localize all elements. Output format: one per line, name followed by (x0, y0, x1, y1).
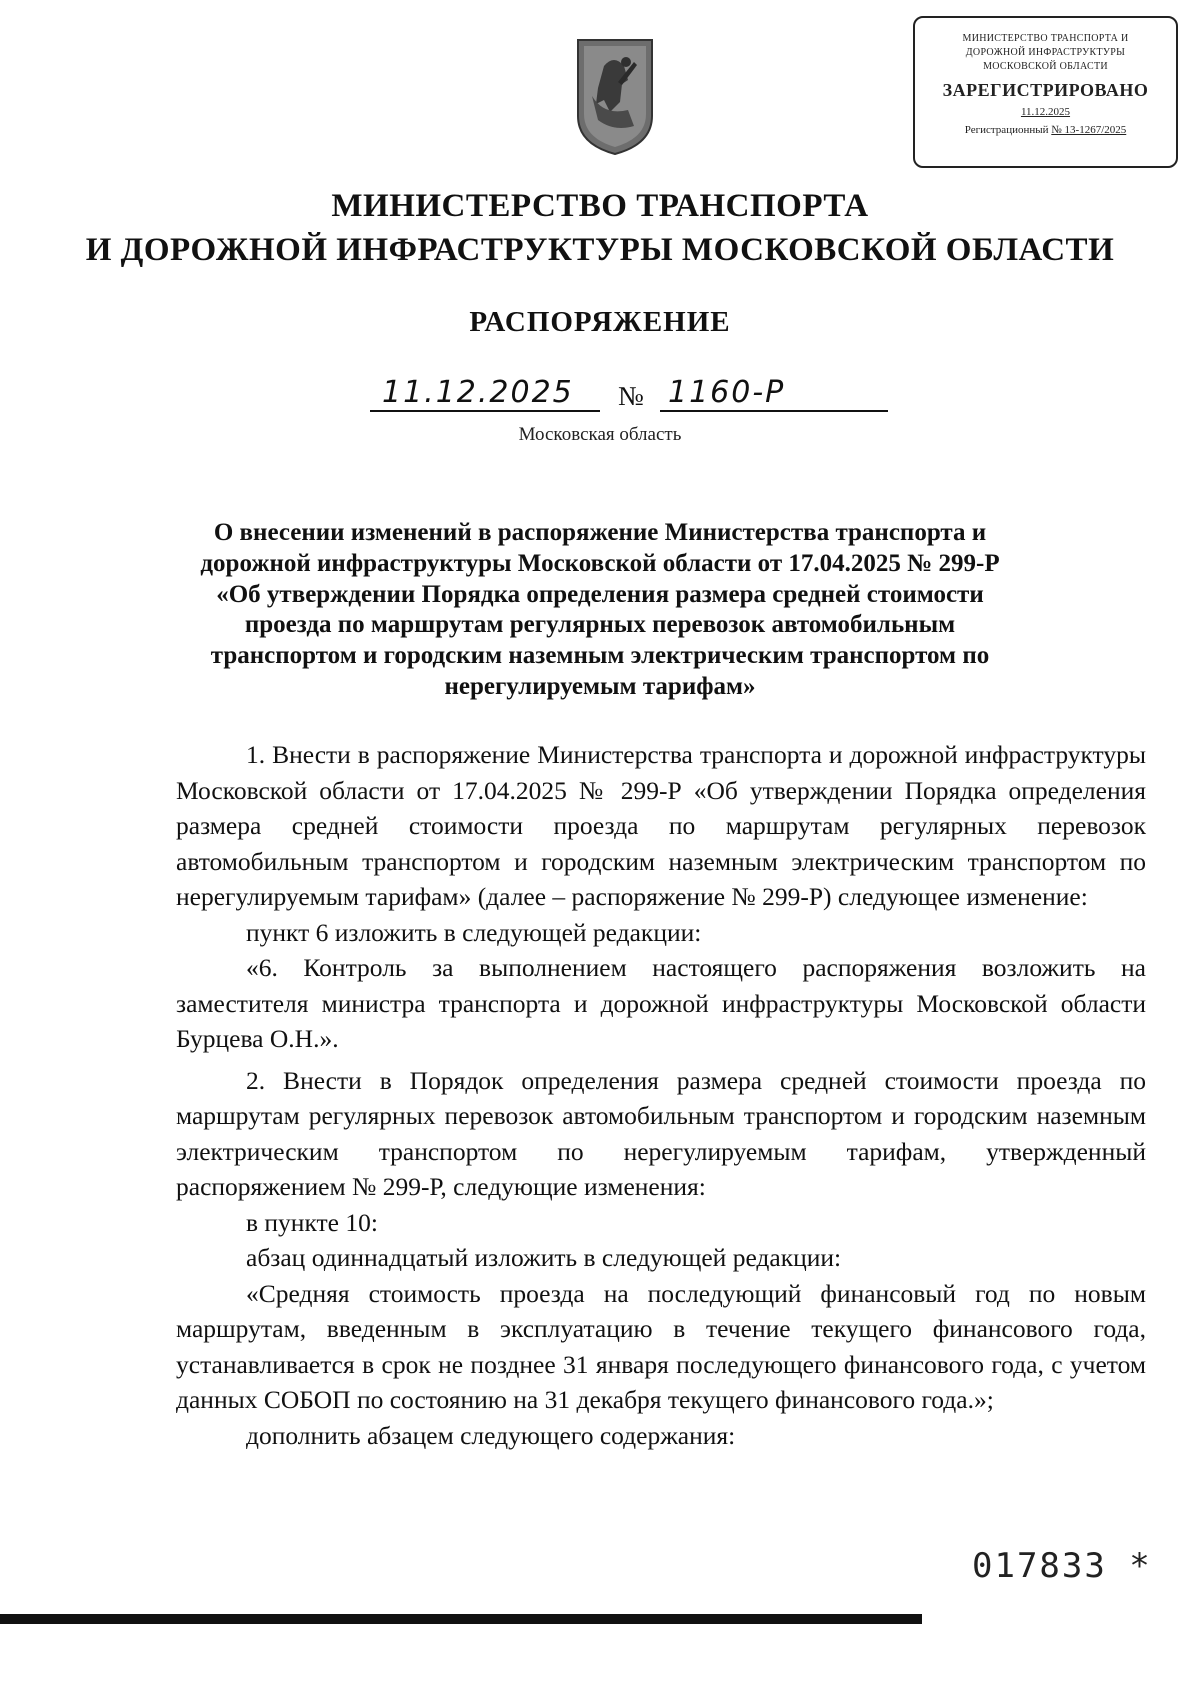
document-type: РАСПОРЯЖЕНИЕ (469, 306, 731, 338)
paragraph-4: 2. Внести в Порядок определения размера средней стоимости проезда по маршрутам регулярных перевозок автомобильным транспортом и городским наземным электрическим транспортом по нерегулируемым тарифам, утвержденный распоряжением № 299-Р, следующие изменения: (176, 1065, 1146, 1201)
stamp-reg-number: № 13-1267/2025 (1051, 124, 1127, 136)
ministry-name-line-2: И ДОРОЖНОЙ ИНФРАСТРУКТУРЫ МОСКОВСКОЙ ОБЛАСТИ (85, 232, 1115, 268)
ministry-name-line-1: МИНИСТЕРСТВО ТРАНСПОРТА (331, 188, 869, 224)
stamp-org-line-2: ДОРОЖНОЙ ИНФРАСТРУКТУРЫ (965, 47, 1126, 58)
document-body (176, 737, 1146, 1453)
paragraph-5: в пункте 10: (246, 1207, 378, 1237)
subject-line-5: транспортом и городским наземным электрическим транспортом по (210, 642, 990, 670)
date-number-row (370, 376, 890, 420)
subject-line-1: О внесении изменений в распоряжение Министерства транспорта и (213, 519, 987, 546)
number-sign: № (618, 381, 644, 411)
stamp-status: ЗАРЕГИСТРИРОВАНО (942, 80, 1149, 100)
subject-line-4: проезда по маршрутам регулярных перевозок автомобильным (244, 611, 956, 639)
coat-of-arms-icon (574, 36, 656, 158)
stamp-date: 11.12.2025 (1020, 106, 1071, 118)
stamp-org-line-3: МОСКОВСКОЙ ОБЛАСТИ (983, 61, 1108, 72)
subject-line-2: дорожной инфраструктуры Московской области от 17.04.2025 № 299-Р (200, 549, 1000, 577)
subject-line-6: нерегулируемым тарифам» (444, 672, 756, 700)
handwritten-date: 11.12.2025 (382, 375, 574, 410)
scan-edge-divider (0, 1614, 922, 1624)
place-of-issue: Московская область (518, 424, 682, 445)
stamp-organization (915, 32, 1176, 74)
paragraph-7: «Средняя стоимость проезда на последующий финансовый год по новым маршрутам, введенным в эксплуатацию в течение текущего финансового года, устанавливается в срок не позднее 31 января последующего финансового года, с учетом данных СОБОП по состоянию на 31 декабря текущего финансового года.»; (176, 1278, 1146, 1414)
subject-line-3: «Об утверждении Порядка определения размера средней стоимости (216, 580, 984, 608)
handwritten-number: 1160-Р (668, 375, 786, 410)
stamp-reg-label: Регистрационный (964, 124, 1049, 136)
paragraph-6: абзац одиннадцатый изложить в следующей редакции: (246, 1243, 842, 1272)
paragraph-1: 1. Внести в распоряжение Министерства транспорта и дорожной инфраструктуры Московской области от 17.04.2025 № 299-Р «Об утверждении Порядка определения размера средней стоимости проезда по маршрутам регулярных перевозок автомобильным транспортом и городским наземным электрическим транспортом по нерегулируемым тарифам» (далее – распоряжение № 299-Р) следующее изменение: (176, 740, 1146, 911)
document-serial-number: 017833 * (972, 1546, 1152, 1586)
paragraph-2: пункт 6 изложить в следующей редакции: (246, 917, 702, 947)
stamp-org-line-1: МИНИСТЕРСТВО ТРАНСПОРТА И (962, 33, 1129, 44)
paragraph-8: дополнить абзацем следующего содержания: (246, 1420, 736, 1450)
registration-stamp (913, 16, 1178, 168)
paragraph-3: «6. Контроль за выполнением настоящего распоряжения возложить на заместителя министра транспорта и дорожной инфраструктуры Московской области Бурцева О.Н.». (176, 953, 1146, 1053)
date-underline (370, 410, 600, 412)
stamp-registration-number (915, 124, 1176, 136)
number-underline (660, 410, 888, 412)
document-subject (190, 518, 1010, 703)
